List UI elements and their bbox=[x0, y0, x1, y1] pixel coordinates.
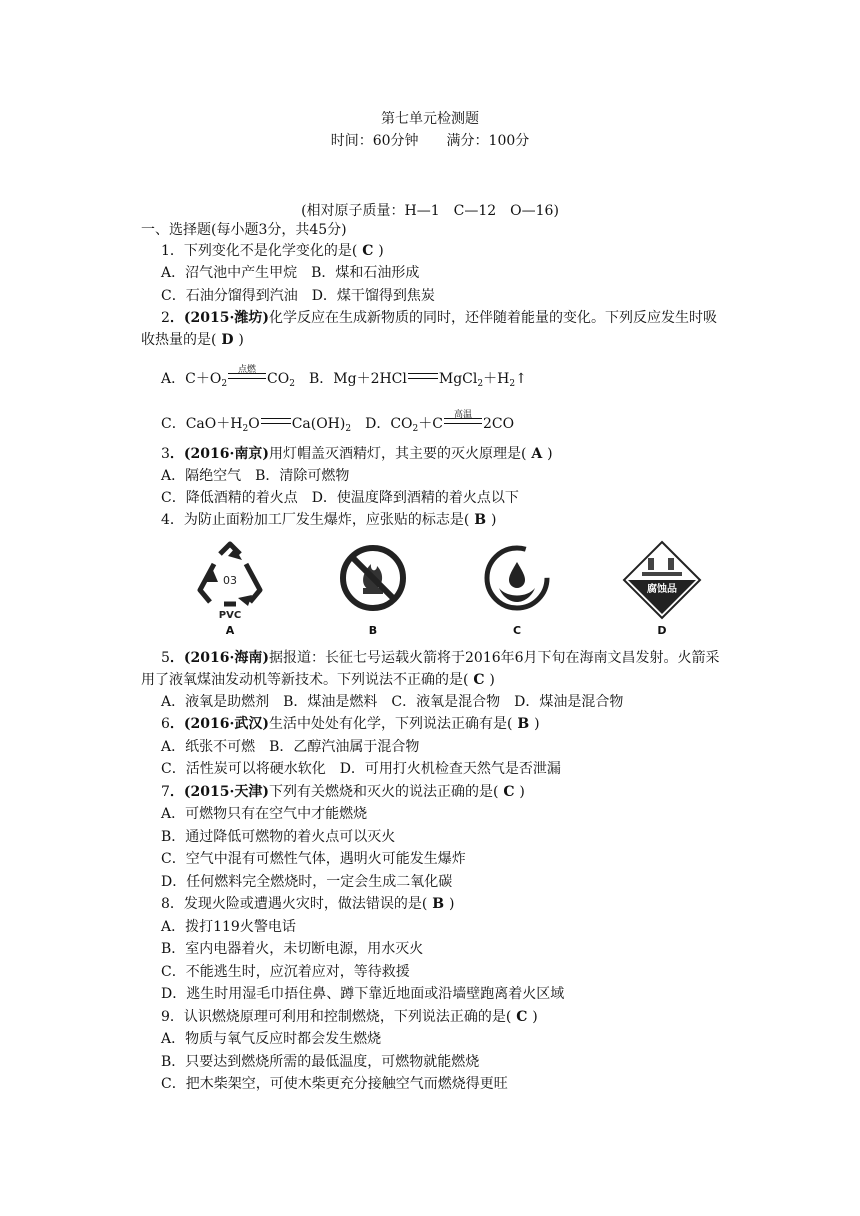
question-8-option-b: B．室内电器着火，未切断电源，用水灭火 bbox=[161, 941, 424, 957]
svg-text:PVC: PVC bbox=[218, 610, 242, 620]
question-8: 8．发现火险或遭遇火灾时，做法错误的是( B ) bbox=[161, 896, 455, 912]
question-3-options-ab: A．隔绝空气 B．清除可燃物 bbox=[161, 468, 350, 484]
recycling-pvc-icon bbox=[190, 540, 270, 620]
question-1-options-ab: A．沼气池中产生甲烷 B．煤和石油形成 bbox=[161, 265, 420, 281]
answer: B bbox=[512, 716, 535, 732]
question-2-options-cd: C．$CaO+H_2O$ $Ca(OH)_2$ D．$CO_2+C$ 高温 2CO bbox=[161, 410, 515, 434]
sign-label-d: D bbox=[657, 624, 667, 637]
answer: B bbox=[469, 512, 491, 528]
question-1-options-cd: C．石油分馏得到汽油 D．煤干馏得到焦炭 bbox=[161, 288, 435, 304]
question-2-options-ab: A．$C+O_2$ 点燃 $CO_2$ B．Mg＋2HCl $MgCl_2+H_2↑$ bbox=[161, 365, 527, 389]
question-9-option-a: A．物质与氧气反应时都会发生燃烧 bbox=[161, 1031, 382, 1047]
question-9: 9．认识燃烧原理可利用和控制燃烧，下列说法正确的是( C ) bbox=[161, 1009, 538, 1025]
question-7-option-c: C．空气中混有可燃性气体，遇明火可能发生爆炸 bbox=[161, 851, 466, 867]
answer: C bbox=[498, 784, 520, 800]
document-title: 第七单元检测题 bbox=[381, 111, 479, 127]
question-7-option-b: B．通过降低可燃物的着火点可以灭火 bbox=[161, 829, 396, 845]
svg-text:腐蚀品: 腐蚀品 bbox=[647, 584, 677, 595]
question-7-option-d: D．任何燃料完全燃烧时，一定会生成二氧化碳 bbox=[161, 874, 453, 890]
atomic-mass-note: (相对原子质量：H—1 C—12 O—16) bbox=[301, 203, 559, 219]
question-5-options: A．液氧是助燃剂 B．煤油是燃料 C．液氧是混合物 D．煤油是混合物 bbox=[161, 694, 624, 710]
svg-text:03: 03 bbox=[223, 574, 237, 587]
section-heading: 一、选择题(每小题3分，共45分) bbox=[141, 222, 347, 238]
time-score-info: 时间：60分钟 满分：100分 bbox=[330, 133, 530, 149]
question-8-option-c: C．不能逃生时，应沉着应对，等待救援 bbox=[161, 964, 410, 980]
question-6: 6．(2016·武汉)生活中处处有化学，下列说法正确有是( B ) bbox=[161, 716, 540, 732]
question-9-option-b: B．只要达到燃烧所需的最低温度，可燃物就能燃烧 bbox=[161, 1054, 480, 1070]
answer: B bbox=[427, 896, 449, 912]
no-open-flame-icon bbox=[333, 540, 413, 620]
water-saving-icon bbox=[477, 540, 557, 620]
corrosive-hazard-icon bbox=[622, 540, 702, 620]
question-5: 5．(2016·海南)据报道：长征七号运载火箭将于2016年6月下旬在海南文昌发射。火箭采用了液氧煤油发动机等新技术。下列说法不正确的是( C ) bbox=[141, 650, 720, 688]
question-8-option-a: A．拨打119火警电话 bbox=[161, 919, 296, 935]
question-7-option-a: A．可燃物只有在空气中才能燃烧 bbox=[161, 806, 368, 822]
question-9-option-c: C．把木柴架空，可使木柴更充分接触空气而燃烧得更旺 bbox=[161, 1076, 508, 1092]
answer: D bbox=[216, 332, 239, 348]
answer: C bbox=[357, 243, 379, 259]
answer: C bbox=[511, 1009, 533, 1025]
question-4: 4．为防止面粉加工厂发生爆炸，应张贴的标志是( B ) bbox=[161, 512, 497, 528]
answer: A bbox=[526, 446, 548, 462]
question-7: 7．(2015·天津)下列有关燃烧和灭火的说法正确的是( C ) bbox=[161, 784, 525, 800]
sign-label-a: A bbox=[225, 624, 235, 637]
question-6-options-ab: A．纸张不可燃 B．乙醇汽油属于混合物 bbox=[161, 739, 420, 755]
answer: C bbox=[468, 672, 490, 688]
question-2: 2．(2015·潍坊)化学反应在生成新物质的同时，还伴随着能量的变化。下列反应发生时吸收热量的是( D ) bbox=[141, 310, 718, 348]
question-1: 1．下列变化不是化学变化的是( C ) bbox=[161, 243, 384, 259]
sign-label-c: C bbox=[512, 624, 522, 637]
sign-label-b: B bbox=[368, 624, 378, 637]
question-3: 3．(2016·南京)用灯帽盖灭酒精灯，其主要的灭火原理是( A ) bbox=[161, 446, 553, 462]
question-3-options-cd: C．降低酒精的着火点 D．使温度降到酒精的着火点以下 bbox=[161, 490, 519, 506]
question-6-options-cd: C．活性炭可以将硬水软化 D．可用打火机检查天然气是否泄漏 bbox=[161, 761, 561, 777]
question-8-option-d: D．逃生时用湿毛巾捂住鼻、蹲下靠近地面或沿墙壁跑离着火区域 bbox=[161, 986, 565, 1002]
